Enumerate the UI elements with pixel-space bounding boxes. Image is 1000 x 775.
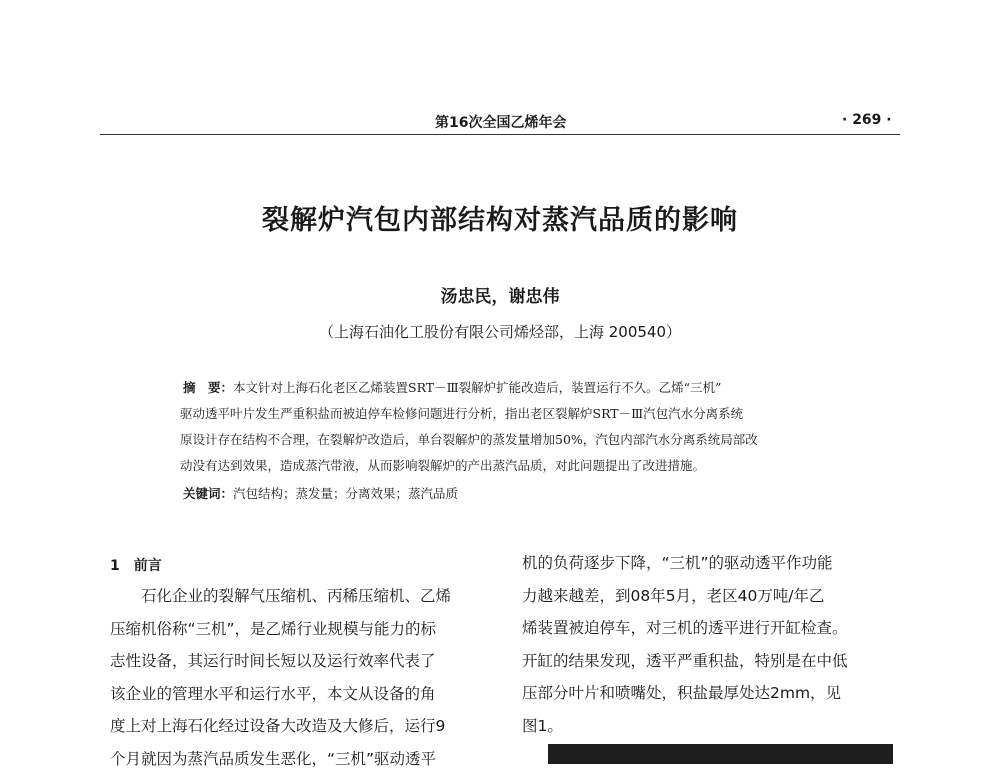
text-line: 志性设备，其运行时间长短以及运行效率代表了 xyxy=(110,645,451,678)
text-line: 图1。 xyxy=(522,710,848,743)
text-line: 压缩机俗称“三机”，是乙烯行业规模与能力的标 xyxy=(110,613,451,646)
text-line: 个月就因为蒸汽品质发生恶化，“三机”驱动透平 xyxy=(110,743,451,775)
figure-1-image xyxy=(548,744,893,764)
section-heading: 1 前言 xyxy=(110,555,162,575)
abstract-line: 摘 要：本文针对上海石化老区乙烯装置SRT－Ⅲ裂解炉扩能改造后，装置运行不久。乙烯“三机” xyxy=(183,375,883,401)
keywords: 关键词：汽包结构；蒸发量；分离效果；蒸汽品质 xyxy=(183,481,883,507)
text-line: 该企业的管理水平和运行水平，本文从设备的角 xyxy=(110,678,451,711)
abstract-label: 摘 要： xyxy=(183,380,233,395)
abstract-line: 动没有达到效果，造成蒸汽带液，从而影响裂解炉的产出蒸汽品质，对此问题提出了改进措施。 xyxy=(180,453,883,479)
abstract xyxy=(183,375,883,507)
text-line: 开缸的结果发现，透平严重积盐，特别是在中低 xyxy=(522,645,848,678)
abstract-line: 原设计存在结构不合理，在裂解炉改造后，单台裂解炉的蒸发量增加50%，汽包内部汽水分离系统局部改 xyxy=(180,427,883,453)
text-line: 力越来越差，到08年5月，老区40万吨/年乙 xyxy=(522,580,848,613)
text-line: 度上对上海石化经过设备大改造及大修后，运行9 xyxy=(110,710,451,743)
header-rule xyxy=(100,134,900,135)
running-header: 第16次全国乙烯年会 xyxy=(435,112,566,132)
authors: 汤忠民，谢忠伟 xyxy=(0,282,1000,307)
abstract-line: 驱动透平叶片发生严重积盐而被迫停车检修问题进行分析，指出老区裂解炉SRT－Ⅲ汽包汽水分离系统 xyxy=(180,401,883,427)
text-line: 压部分叶片和喷嘴处，积盐最厚处达2mm，见 xyxy=(522,677,848,710)
affiliation: （上海石油化工股份有限公司烯烃部，上海 200540） xyxy=(0,321,1000,342)
keywords-label: 关键词： xyxy=(183,486,233,501)
left-column xyxy=(110,580,451,775)
text-line: 机的负荷逐步下降，“三机”的驱动透平作功能 xyxy=(522,547,848,580)
page-number: · 269 · xyxy=(842,112,892,128)
text-line: 石化企业的裂解气压缩机、丙稀压缩机、乙烯 xyxy=(110,580,451,613)
right-column xyxy=(522,547,848,742)
paper-title: 裂解炉汽包内部结构对蒸汽品质的影响 xyxy=(0,198,1000,237)
text-line: 烯装置被迫停车，对三机的透平进行开缸检查。 xyxy=(522,612,848,645)
